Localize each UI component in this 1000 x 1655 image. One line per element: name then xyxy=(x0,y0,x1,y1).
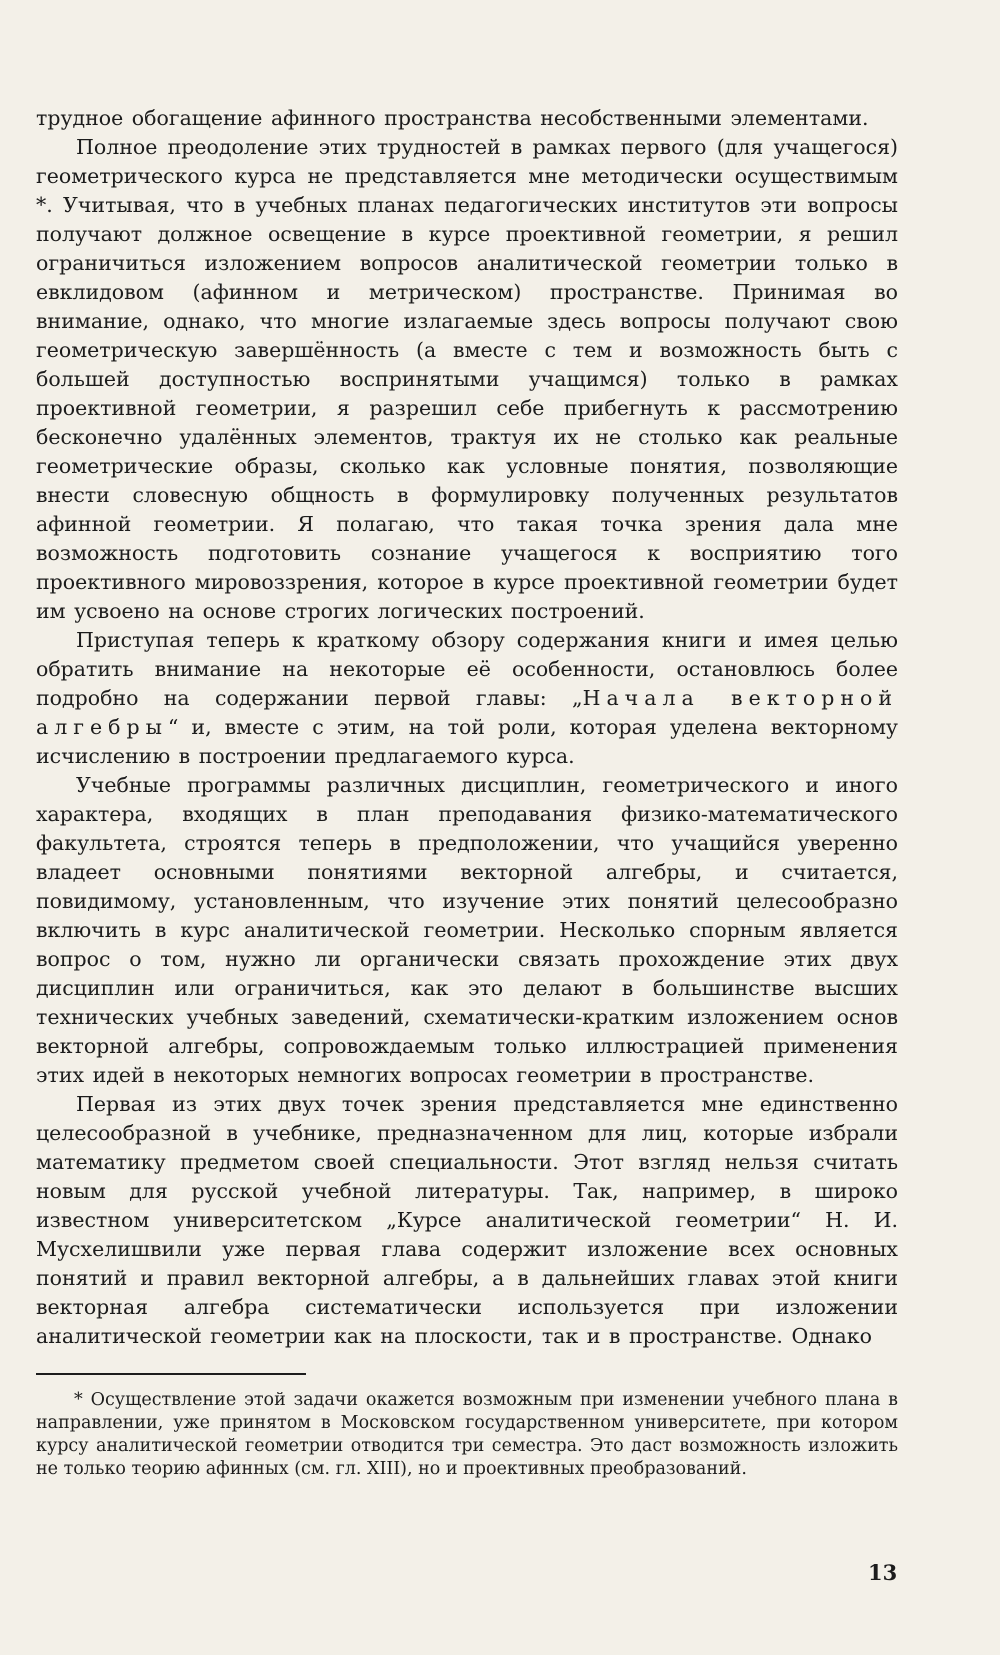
footnote: * Осуществление этой задачи окажется возможным при изменении учебного плана в направлении, уже принятом в Московском государственном университете, при котором курсу аналитической геометрии отводится три семестра. Это даст возможность изложить не только теорию афинных (см. гл. XIII), но и проективных преобразований. xyxy=(36,1390,898,1479)
page xyxy=(36,104,898,1481)
chapter-title-spaced: Начала векторной алгебры xyxy=(36,686,898,739)
body-text xyxy=(36,104,898,1351)
paragraph-3-after: “ и, вместе с этим, на той роли, которая уделена векторному исчислению в построении предлагаемого курса. xyxy=(36,715,898,768)
paragraph-3 xyxy=(36,626,898,771)
paragraph-3-before: Приступая теперь к краткому обзору содержания книги и имея целью обратить внимание на некоторые её особенности, остановлюсь более подробно на содержании первой главы: „ xyxy=(36,628,898,710)
paragraph-1: трудное обогащение афинного пространства несобственными элементами. xyxy=(36,106,869,130)
paragraph-2: Полное преодоление этих трудностей в рамках первого (для учащегося) геометрического курса не представляется мне методически осуществимым *. Учитывая, что в учебных планах педагогических институтов эти вопросы получают должное освещение в курсе проективной геометрии, я решил ограничиться изложением вопросов аналитической геометрии только в евклидовом (афинном и метрическом) пространстве. Принимая во внимание, однако, что многие излагаемые здесь вопросы получают свою геометрическую завершённость (а вместе с тем и возможность быть с большей доступностью воспринятыми учащимся) только в рамках проективной геометрии, я разрешил себе прибегнуть к рассмотрению бесконечно удалённых элементов, трактуя их не столько как реальные геометрические образы, сколько как условные понятия, позволяющие внести словесную общность в формулировку полученных результатов афинной геометрии. Я полагаю, что такая точка зрения дала мне возможность подготовить сознание учащегося к восприятию того проективного мировоззрения, которое в курсе проективной геометрии будет им усвоено на основе строгих логических построений. xyxy=(36,135,898,623)
paragraph-5: Первая из этих двух точек зрения представляется мне единственно целесообразной в учебнике, предназначенном для лиц, которые избрали математику предметом своей специальности. Этот взгляд нельзя считать новым для русской учебной литературы. Так, например, в широко известном университетском „Курсе аналитической геометрии“ Н. И. Мусхелишвили уже первая глава содержит изложение всех основных понятий и правил векторной алгебры, а в дальнейших главах этой книги векторная алгебра систематически используется при изложении аналитической геометрии как на плоскости, так и в пространстве. Однако xyxy=(36,1092,898,1348)
page-number: 13 xyxy=(868,1560,898,1585)
paragraph-4: Учебные программы различных дисциплин, геометрического и иного характера, входящих в план преподавания физико-математического факультета, строятся теперь в предположении, что учащийся уверенно владеет основными понятиями векторной алгебры, и считается, повидимому, установленным, что изучение этих понятий целесообразно включить в курс аналитической геометрии. Несколько спорным является вопрос о том, нужно ли органически связать прохождение этих двух дисциплин или ограничиться, как это делают в большинстве высших технических учебных заведений, схематически-кратким изложением основ векторной алгебры, сопровождаемым только иллюстрацией применения этих идей в некоторых немногих вопросах геометрии в пространстве. xyxy=(36,773,898,1087)
footnote-rule xyxy=(36,1373,306,1375)
